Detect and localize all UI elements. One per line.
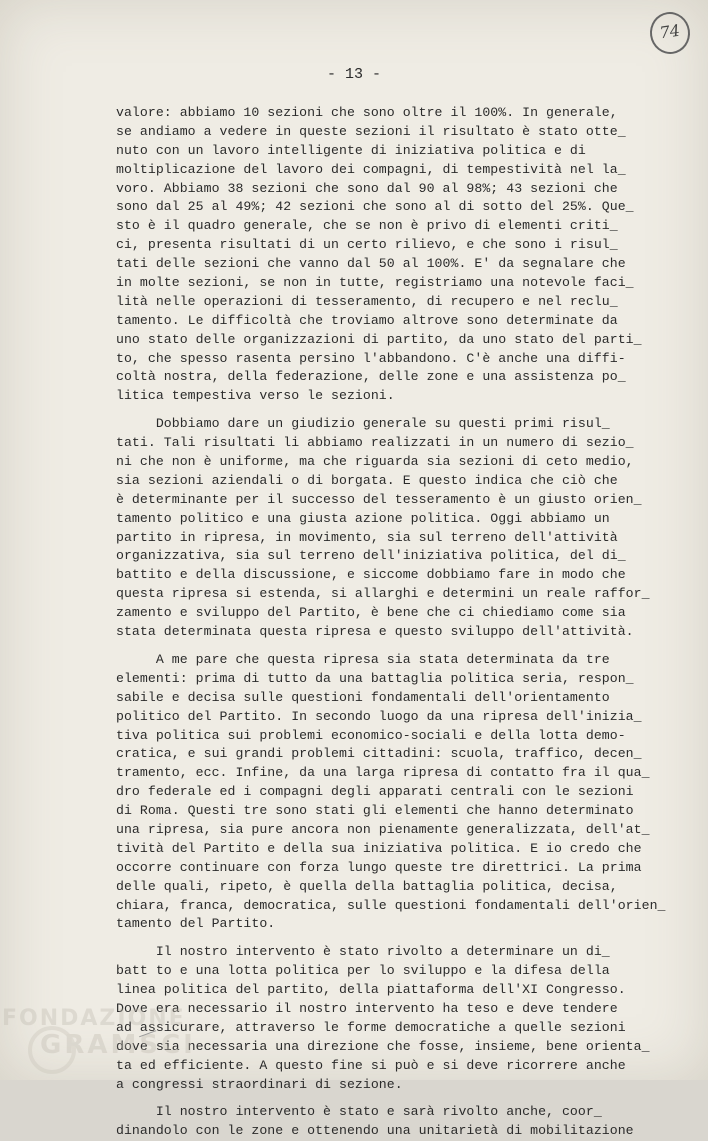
text-line: cratica, e sui grandi problemi cittadini: scuola, traffico, decen_	[116, 746, 642, 762]
text-line: organizzativa, sia sul terreno dell'iniziativa politica, del di_	[116, 548, 626, 564]
text-line: sono dal 25 al 49%; 42 sezioni che sono al di sotto del 25%. Que_	[116, 199, 634, 215]
text-line: ad assicurare, attraverso le forme democratiche a quelle sezioni	[116, 1019, 626, 1035]
text-line: A me pare che questa ripresa sia stata determinata da tre	[116, 651, 610, 667]
text-line: battito e della discussione, e siccome dobbiamo fare in modo che	[116, 567, 626, 583]
text-line: tamento. Le difficoltà che troviamo altrove sono determinate da	[116, 312, 618, 328]
text-line: sabile e decisa sulle questioni fondamentali dell'orientamento	[116, 689, 610, 705]
text-line: dro federale ed i compagni degli apparati centrali con le sezioni	[116, 784, 634, 800]
paragraph-gap	[116, 934, 676, 943]
text-line: ni che non è uniforme, ma che riguarda sia sezioni di ceto medio,	[116, 454, 634, 470]
text-line: Dove era necessario il nostro intervento ha teso e deve tendere	[116, 1000, 618, 1016]
text-line: tramento, ecc. Infine, da una larga ripresa di contatto fra il qua_	[116, 765, 650, 781]
text-line: questa ripresa si estenda, si allarghi e determini un reale raffor_	[116, 586, 650, 602]
text-line: moltiplicazione del lavoro dei compagni, di tempestività nel la_	[116, 161, 626, 177]
text-line: sia sezioni aziendali o di borgata. E questo indica che ciò che	[116, 472, 618, 488]
text-line: dinandolo con le zone e ottenendo una unitarietà di mobilitazione	[116, 1123, 634, 1139]
text-line: nuto con un lavoro intelligente di iniziativa politica e di	[116, 142, 586, 158]
text-line: tati delle sezioni che vanno dal 50 al 100%. E' da segnalare che	[116, 256, 626, 272]
watermark-line-1: FONDAZIONE	[2, 1006, 186, 1031]
paragraph-gap	[116, 1094, 676, 1103]
paragraph	[116, 1103, 676, 1141]
text-line: voro. Abbiamo 38 sezioni che sono dal 90 al 98%; 43 sezioni che	[116, 180, 618, 196]
text-line: uno stato delle organizzazioni di partito, da uno stato del parti_	[116, 331, 642, 347]
text-line: ci, presenta risultati di un certo rilievo, e che sono i risul_	[116, 237, 618, 253]
text-line: batt to e una lotta politica per lo sviluppo e la difesa della	[116, 963, 610, 979]
text-line: zamento e sviluppo del Partito, è bene che ci chiediamo come sia	[116, 605, 626, 621]
text-line: tività del Partito e della sua iniziativa politica. E io credo che	[116, 840, 642, 856]
text-line: tati. Tali risultati li abbiamo realizzati in un numero di sezio_	[116, 435, 634, 451]
text-line: partito in ripresa, in movimento, sia sul terreno dell'attività	[116, 529, 618, 545]
text-line: dove sia necessaria una direzione che fosse, insieme, bene orienta_	[116, 1038, 650, 1054]
text-line: valore: abbiamo 10 sezioni che sono oltre il 100%. In generale,	[116, 105, 618, 120]
text-line: litica tempestiva verso le sezioni.	[116, 388, 395, 404]
text-line: to, che spesso rasenta persino l'abbandono. C'è anche una diffi-	[116, 350, 626, 366]
text-line: elementi: prima di tutto da una battaglia politica seria, respon_	[116, 670, 634, 686]
text-line: tamento politico e una giusta azione politica. Oggi abbiamo un	[116, 510, 610, 526]
paragraph	[116, 104, 676, 406]
text-line: politico del Partito. In secondo luogo da una ripresa dell'inizia_	[116, 708, 642, 724]
text-line: stata determinata questa ripresa e questo sviluppo dell'attività.	[116, 624, 634, 640]
watermark	[0, 1000, 196, 1080]
text-line: Il nostro intervento è stato rivolto a determinare un di_	[116, 944, 610, 960]
paragraph-gap	[116, 406, 676, 415]
watermark-line-2: GRAMSCI	[40, 1030, 196, 1060]
text-line: è determinante per il successo del tesseramento è un giusto orien_	[116, 491, 642, 507]
text-line: coltà nostra, della federazione, delle zone e una assistenza po_	[116, 369, 626, 385]
text-line: una ripresa, sia pure ancora non pienamente generalizzata, dell'at_	[116, 821, 650, 837]
text-line: ta ed efficiente. A questo fine si può e si deve ricorrere anche	[116, 1057, 626, 1073]
page-number: - 13 -	[326, 66, 381, 83]
typed-text-body	[116, 104, 676, 1141]
text-line: in molte sezioni, se non in tutte, registriamo una notevole faci_	[116, 275, 634, 291]
text-line: delle quali, ripeto, è quella della battaglia politica, decisa,	[116, 878, 618, 894]
text-line: a congressi straordinari di sezione.	[116, 1076, 403, 1092]
text-line: lità nelle operazioni di tesseramento, di recupero e nel reclu_	[116, 293, 618, 309]
paragraph	[116, 943, 676, 1094]
text-line: linea politica del partito, della piattaforma dell'XI Congresso.	[116, 982, 626, 998]
text-line: occorre continuare con forza lungo queste tre direttrici. La prima	[116, 859, 642, 875]
text-line: Dobbiamo dare un giudizio generale su questi primi risul_	[116, 416, 610, 432]
text-line: se andiamo a vedere in queste sezioni il risultato è stato otte_	[116, 123, 626, 139]
text-line: chiara, franca, democratica, sulle questioni fondamentali dell'orien_	[116, 897, 666, 913]
text-line: Il nostro intervento è stato e sarà rivolto anche, coor_	[116, 1104, 602, 1120]
archive-number-mark: 74	[647, 9, 692, 56]
paragraph	[116, 651, 676, 934]
text-line: tiva politica sui problemi economico-sociali e della lotta demo-	[116, 727, 626, 743]
paragraph-gap	[116, 642, 676, 651]
text-line: tamento del Partito.	[116, 916, 276, 932]
paragraph	[116, 415, 676, 642]
text-line: di Roma. Questi tre sono stati gli elementi che hanno determinato	[116, 803, 634, 819]
text-line: sto è il quadro generale, che se non è privo di elementi criti_	[116, 218, 618, 234]
